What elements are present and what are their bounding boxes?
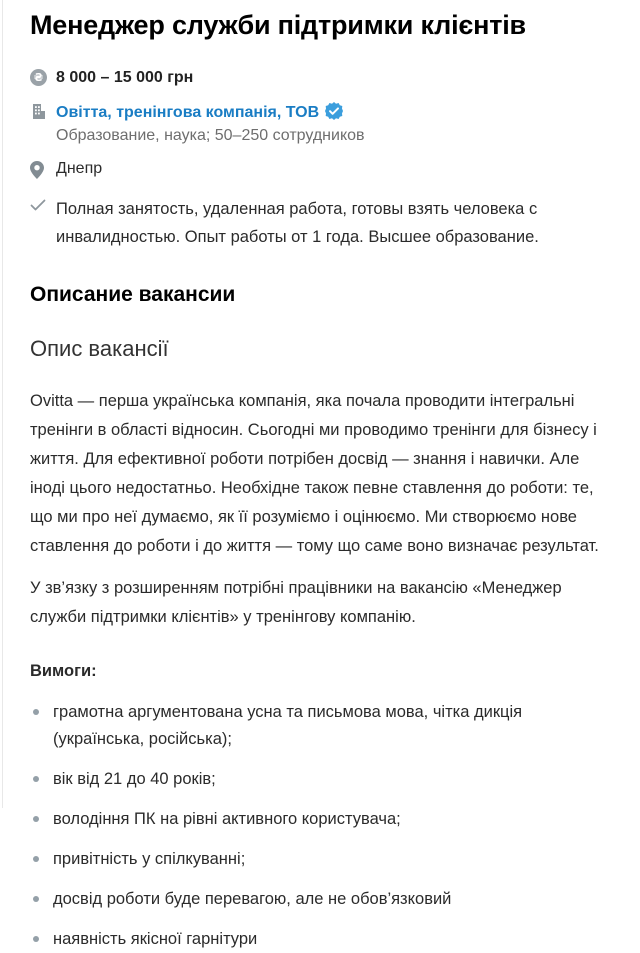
page-left-border xyxy=(2,0,3,808)
requirements-list xyxy=(30,699,612,953)
company-row xyxy=(30,102,612,122)
building-icon xyxy=(30,102,56,120)
company-link[interactable]: Овітта, тренінгова компанія, ТОВ xyxy=(56,104,320,121)
description-paragraph: У зв’язку з розширенням потрібні працівники на вакансію «Менеджер служби підтримки клієнтів» у тренінгову компанію. xyxy=(30,579,562,626)
description-heading: Описание вакансии xyxy=(30,283,236,306)
salary-value: 8 000 – 15 000 грн xyxy=(56,69,194,86)
requirement-item: наявність якісної гарнітури xyxy=(30,926,612,953)
requirement-item: привітність у спілкуванні; xyxy=(30,846,612,873)
map-pin-icon xyxy=(30,160,56,179)
requirement-item: вік від 21 до 40 років; xyxy=(30,766,612,793)
conditions-row xyxy=(30,196,612,251)
location-value: Днепр xyxy=(56,160,103,177)
check-icon xyxy=(30,196,56,213)
requirement-item: досвід роботи буде перевагою, але не обов’язковий xyxy=(30,886,612,913)
location-row xyxy=(30,160,612,179)
requirements-label: Вимоги: xyxy=(30,662,97,680)
description-paragraph: Ovitta — перша українська компанія, яка почала проводити інтегральні тренінги в області відносин. Сьогодні ми проводимо тренінги для бізнесу і життя. Для ефективної роботи потрібен досвід — знання і навички. Але іноді цього недостатньо. Необхідне також певне ставлення до роботи: те, що ми про неї думаємо, як її розуміємо і оцінюємо. Ми створюємо нове ставлення до роботи і до життя — тому що саме воно визначає результат. xyxy=(30,392,599,555)
description-subheading: Опис вакансії xyxy=(30,336,169,361)
requirement-item: володіння ПК на рівні активного користувача; xyxy=(30,806,612,833)
requirement-item: грамотна аргументована усна та письмова мова, чітка дикція (українська, російська); xyxy=(30,699,612,753)
salary-row xyxy=(30,68,612,87)
employment-conditions: Полная занятость, удаленная работа, готовы взять человека с инвалидностью. Опыт работы от 1 года. Высшее образование. xyxy=(56,200,539,246)
company-industry-size: Образование, наука; 50–250 сотрудников xyxy=(56,127,365,144)
page-title: Менеджер служби підтримки клієнтів xyxy=(30,10,526,40)
verified-badge-icon[interactable] xyxy=(325,102,343,120)
vacancy-description xyxy=(30,336,612,953)
hryvnia-coin-icon: ₴ xyxy=(30,68,56,86)
